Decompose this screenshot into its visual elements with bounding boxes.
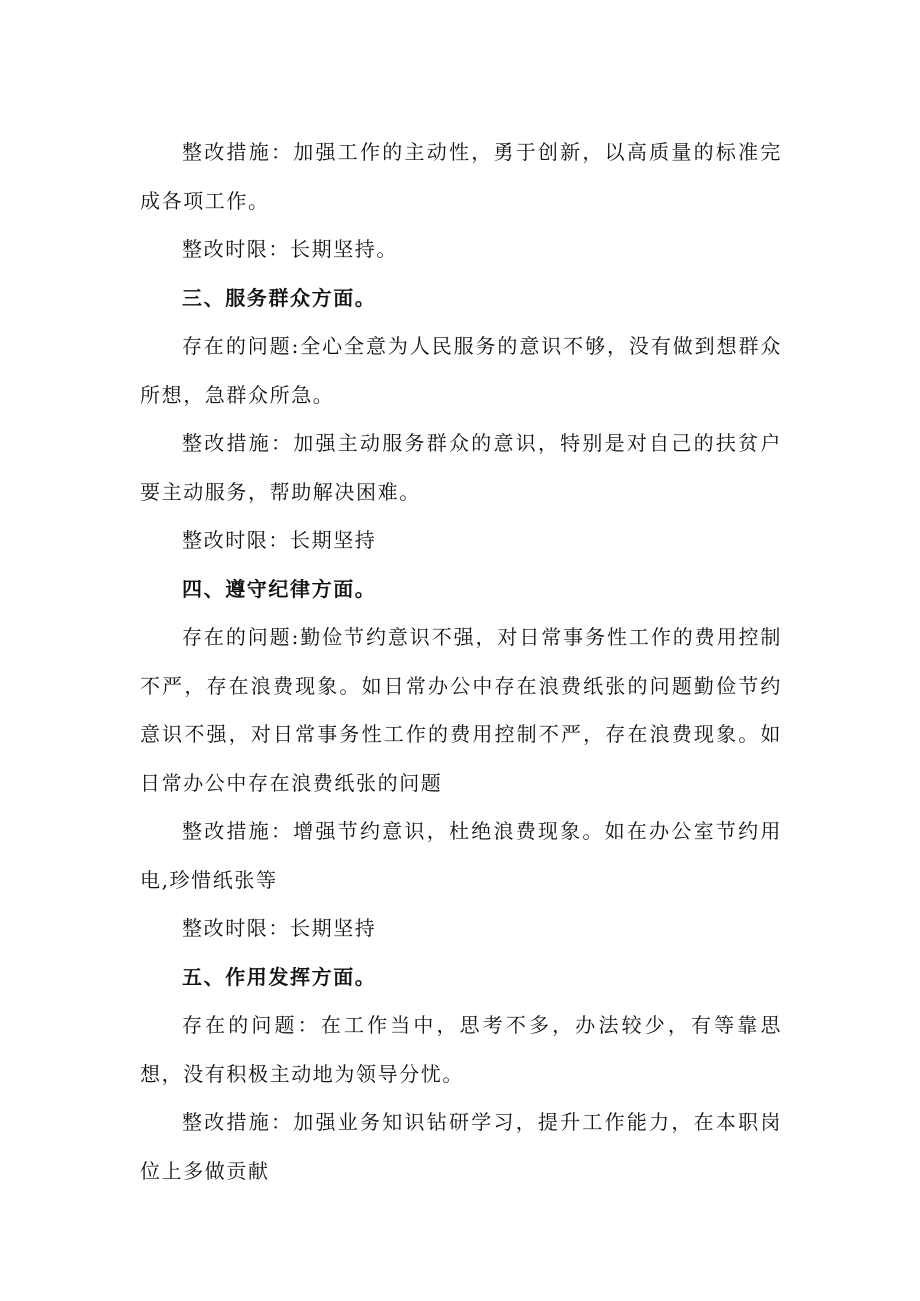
measure-paragraph: 整改措施：加强主动服务群众的意识，特别是对自己的扶贫户要主动服务，帮助解决困难。 xyxy=(140,431,782,504)
document-body xyxy=(140,128,782,1195)
section-heading-5: 五、作用发挥方面。 xyxy=(182,964,377,989)
deadline-paragraph: 整改时限：长期坚持。 xyxy=(182,237,398,261)
section-heading-4: 四、遵守纪律方面。 xyxy=(182,576,377,601)
measure-paragraph: 整改措施：加强业务知识钻研学习，提升工作能力，在本职岗位上多做贡献 xyxy=(140,1110,782,1183)
section-heading-3: 三、服务群众方面。 xyxy=(182,285,377,310)
deadline-paragraph: 整改时限：长期坚持 xyxy=(182,916,377,940)
problem-paragraph: 存在的问题：在工作当中，思考不多，办法较少，有等靠思想，没有积极主动地为领导分忧。 xyxy=(140,1013,782,1086)
measure-paragraph: 整改措施：加强工作的主动性，勇于创新，以高质量的标准完成各项工作。 xyxy=(140,140,782,213)
deadline-paragraph: 整改时限：长期坚持 xyxy=(182,528,377,552)
problem-paragraph: 存在的问题:全心全意为人民服务的意识不够，没有做到想群众所想，急群众所急。 xyxy=(140,334,782,407)
measure-paragraph: 整改措施：增强节约意识，杜绝浪费现象。如在办公室节约用电,珍惜纸张等 xyxy=(140,819,782,892)
problem-paragraph: 存在的问题:勤俭节约意识不强，对日常事务性工作的费用控制不严，存在浪费现象。如日常办公中存在浪费纸张的问题勤俭节约意识不强，对日常事务性工作的费用控制不严，存在浪费现象。如日常办公中存在浪费纸张的问题 xyxy=(140,625,782,795)
